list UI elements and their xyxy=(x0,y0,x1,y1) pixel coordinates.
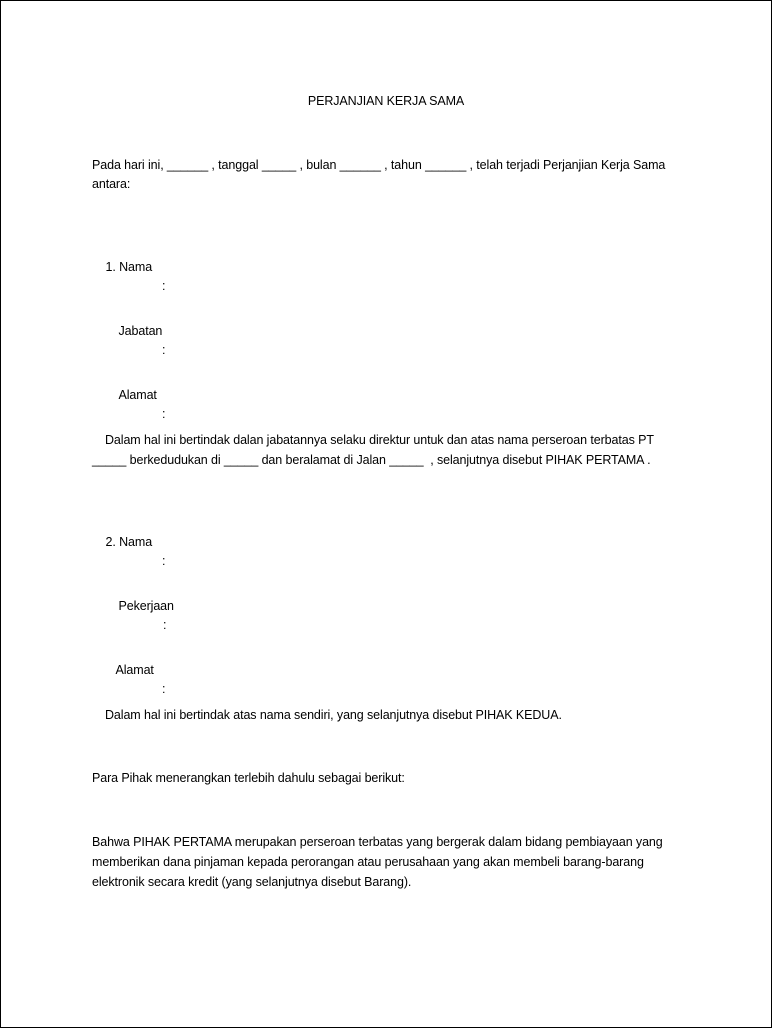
party1-jabatan-colon: : xyxy=(162,343,166,357)
party1-jabatan-label: Jabatan xyxy=(118,324,163,338)
document-title: PERJANJIAN KERJA SAMA xyxy=(307,94,465,108)
party2-pekerjaan-colon: : xyxy=(163,618,167,632)
party2-nama-label: 2. Nama xyxy=(105,535,153,549)
recital-line-2: memberikan dana pinjaman kepada perorangan atau perusahaan yang akan membeli barang-barang xyxy=(92,855,644,869)
recital-line-1: Bahwa PIHAK PERTAMA merupakan perseroan terbatas yang bergerak dalam bidang pembiayaan yang xyxy=(92,835,663,849)
party2-alamat-colon: : xyxy=(162,682,166,696)
party1-nama-label: 1. Nama xyxy=(105,260,153,274)
party2-pekerjaan-label: Pekerjaan xyxy=(118,599,174,613)
party1-alamat-colon: : xyxy=(162,407,166,421)
party1-statement-line-2: _____ berkedudukan di _____ dan beralamat di Jalan _____ , selanjutnya disebut PIHAK PERTAMA . xyxy=(92,453,651,467)
party2-statement: Dalam hal ini bertindak atas nama sendiri, yang selanjutnya disebut PIHAK KEDUA. xyxy=(105,708,562,722)
party1-nama-colon: : xyxy=(162,279,166,293)
opening-line-2: antara: xyxy=(92,177,131,191)
party1-statement-line-1: Dalam hal ini bertindak dalan jabatannya selaku direktur untuk dan atas nama perseroan terbatas PT xyxy=(105,433,654,447)
party1-alamat-label: Alamat xyxy=(118,388,157,402)
party2-alamat-label: Alamat xyxy=(115,663,154,677)
party2-nama-colon: : xyxy=(162,554,166,568)
opening-line-1: Pada hari ini, ______ , tanggal _____ , bulan ______ , tahun ______ , telah terjadi Perjanjian Kerja Sama xyxy=(92,158,666,172)
recital-intro: Para Pihak menerangkan terlebih dahulu sebagai berikut: xyxy=(92,771,405,785)
recital-line-3: elektronik secara kredit (yang selanjutnya disebut Barang). xyxy=(92,875,412,889)
